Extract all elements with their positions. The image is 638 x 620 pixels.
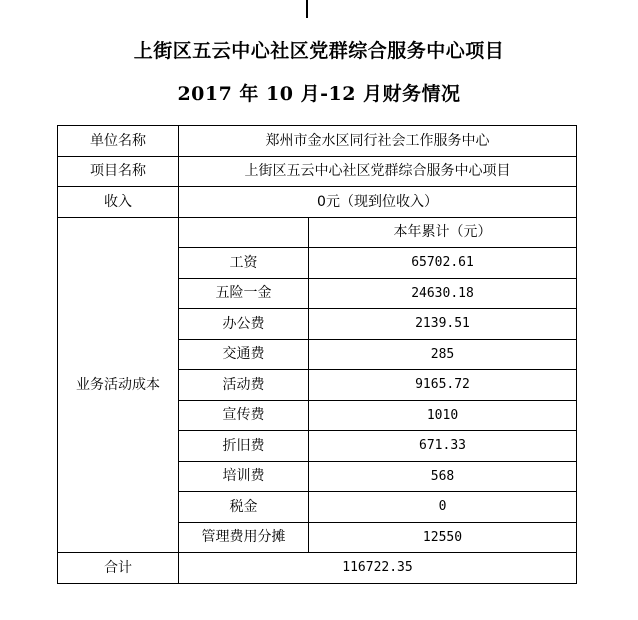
cost-section-label: 业务活动成本 bbox=[58, 217, 179, 553]
cost-column-header: 本年累计（元） bbox=[309, 217, 577, 248]
cost-item-amount: 671.33 bbox=[309, 431, 577, 462]
financial-table bbox=[57, 125, 577, 584]
table-row-unit bbox=[58, 126, 577, 157]
cost-item-name: 宣传费 bbox=[179, 400, 309, 431]
cost-item-name: 五险一金 bbox=[179, 278, 309, 309]
income-label: 收入 bbox=[58, 187, 179, 218]
total-value: 116722.35 bbox=[179, 553, 577, 584]
cost-item-amount: 65702.61 bbox=[309, 248, 577, 279]
cost-item-amount: 12550 bbox=[309, 522, 577, 553]
table-row-cost-header bbox=[58, 217, 577, 248]
cost-item-name: 折旧费 bbox=[179, 431, 309, 462]
cost-item-name: 税金 bbox=[179, 492, 309, 523]
cost-item-name: 交通费 bbox=[179, 339, 309, 370]
table-row-total bbox=[58, 553, 577, 584]
unit-value: 郑州市金水区同行社会工作服务中心 bbox=[179, 126, 577, 157]
total-label: 合计 bbox=[58, 553, 179, 584]
cost-item-amount: 9165.72 bbox=[309, 370, 577, 401]
cost-item-amount: 2139.51 bbox=[309, 309, 577, 340]
cost-name-header-empty bbox=[179, 217, 309, 248]
document-title: 上街区五云中心社区党群综合服务中心项目 bbox=[133, 40, 505, 62]
document-subtitle: 2017 年 10 月-12 月财务情况 bbox=[177, 83, 461, 105]
project-value: 上街区五云中心社区党群综合服务中心项目 bbox=[179, 156, 577, 187]
cost-item-amount: 285 bbox=[309, 339, 577, 370]
cost-item-amount: 568 bbox=[309, 461, 577, 492]
cost-item-name: 办公费 bbox=[179, 309, 309, 340]
cost-item-amount: 1010 bbox=[309, 400, 577, 431]
cost-item-name: 工资 bbox=[179, 248, 309, 279]
table-row-project bbox=[58, 156, 577, 187]
cost-item-name: 管理费用分摊 bbox=[179, 522, 309, 553]
text-cursor-mark bbox=[306, 0, 308, 18]
cost-item-amount: 0 bbox=[309, 492, 577, 523]
cost-item-amount: 24630.18 bbox=[309, 278, 577, 309]
table-row-income bbox=[58, 187, 577, 218]
cost-item-name: 活动费 bbox=[179, 370, 309, 401]
cost-item-name: 培训费 bbox=[179, 461, 309, 492]
income-value: 0元（现到位收入） bbox=[179, 187, 577, 218]
project-label: 项目名称 bbox=[58, 156, 179, 187]
unit-label: 单位名称 bbox=[58, 126, 179, 157]
